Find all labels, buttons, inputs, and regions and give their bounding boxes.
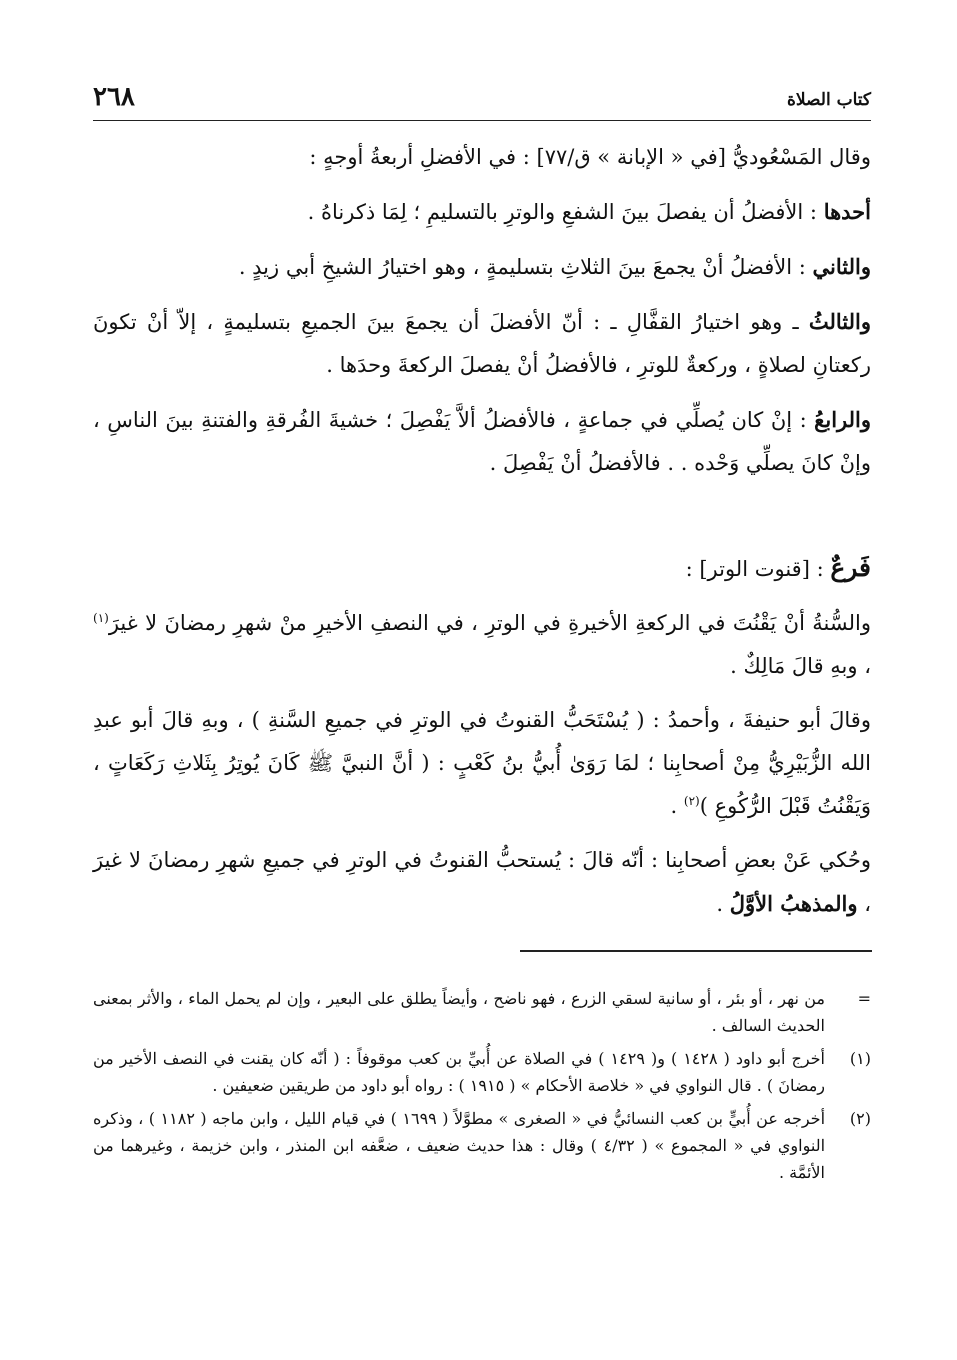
paragraph-lead: والثالثُ bbox=[808, 309, 871, 334]
paragraph-lead: والثاني bbox=[812, 254, 871, 279]
paragraph-text: وقال المَسْعُوديُّ [في « الإبانة » ق/٧٧] : في الأفضلِ أربعةُ أوجهٍ : bbox=[309, 145, 871, 169]
paragraph bbox=[93, 699, 871, 828]
main-text bbox=[93, 136, 871, 937]
branch-title: : [قنوت الوتر] : bbox=[685, 557, 831, 581]
page-header bbox=[93, 80, 871, 121]
paragraph-text: : الأفضلُ أن يفصلَ بينَ الشفعِ والوترِ بالتسليمِ ؛ لِمَا ذكرناهُ . bbox=[307, 200, 824, 224]
footnotes bbox=[93, 985, 871, 1192]
paragraph bbox=[93, 839, 871, 926]
paragraph-text: ، وبهِ قالَ مَالِكٌ . bbox=[730, 654, 871, 678]
running-title: كتاب الصلاة bbox=[786, 90, 871, 110]
paragraph-lead: والرابعُ bbox=[814, 407, 871, 432]
paragraph-text: . bbox=[670, 794, 684, 818]
footnote-ref[interactable]: (٢) bbox=[683, 794, 700, 808]
paragraph-text: وحُكي عَنْ بعضِ أصحابِنا : أنّه قالَ : يُستحبُّ القنوتُ في الوترِ في جميعِ شهرِ رمضانَ لا غيرَ ، bbox=[93, 848, 871, 916]
paragraph-text: وقالَ أبو حنيفةَ ، وأحمدُ : ( يُسْتَحَبُّ القنوتُ في الوترِ في جميعِ السَّنةِ ) ، وبهِ قالَ أبو عبدِ الله الزُّبَيْرِيُّ مِنْ أصحابِنا ؛ لمَا رَوَىٰ أُبيُّ بنُ كَعْبٍ : ( أنَّ النبيَّ ﷺ كَانَ يُوتِرُ بِثَلاثِ رَكَعَاتٍ ، وَيَقْنُتُ قَبْلَ الرُّكُوعِ ) bbox=[93, 708, 871, 818]
paragraph-text: والسُّنةُ أنْ يَقْنُتَ في الركعةِ الأخيرةِ في الوترِ ، في النصفِ الأخيرِ منْ شهرِ رمضانَ لا غيرَ bbox=[108, 611, 871, 635]
footnote-mark: (٢) bbox=[849, 1109, 871, 1128]
branch-label: فَرعٌ bbox=[830, 553, 871, 582]
footnote-text: أخرج أبو داود ( ١٤٢٨ ) و( ١٤٢٩ ) في الصلاة عن أُبيِّ بن كعب موقوفاً : ( أنّه كان يقنت في النصف الأخير من رمضانَ ) . قال النواوي في « خلاصة الأحكام » ( ١٩١٥ ) : رواه أبو داود من طريقين ضعيفين . bbox=[93, 1049, 825, 1095]
footnote bbox=[93, 985, 871, 1039]
page-number: ٢٦٨ bbox=[93, 82, 135, 112]
paragraph-text: : الأفضلُ أنْ يجمعَ بينَ الثلاثِ بتسليمةٍ ، وهو اختيارُ الشيخِ أبي زيدٍ . bbox=[238, 255, 813, 279]
paragraph-text: : إنْ كان يُصلِّي في جماعةٍ ، فالأفضلُ ألاَّ يَفْصِلَ ؛ خشيةَ الفُرقةِ والفتنةِ بينَ الناسِ ، وإنْ كانَ يصلِّي وَحْده . . فالأفضلُ أنْ يَفْصِلَ . bbox=[93, 408, 871, 475]
paragraph bbox=[93, 190, 871, 234]
paragraph-text: . bbox=[716, 892, 730, 916]
footnote bbox=[93, 1045, 871, 1099]
paragraph bbox=[93, 300, 871, 387]
footnote-text: من نهر ، أو بئر ، أو سانية لسقي الزرع ، فهو ناضح ، وأيضاً يطلق على البعير ، وإن لم يحمل الماء ، والأثر بمعنى الحديث السالف . bbox=[93, 989, 826, 1035]
footnote-mark: = bbox=[857, 989, 871, 1008]
paragraph-emphasis: والمذهبُ الأوَّلُ bbox=[729, 891, 858, 916]
section-heading bbox=[93, 546, 871, 591]
footnote bbox=[93, 1105, 871, 1186]
footnote-ref[interactable]: (١) bbox=[93, 611, 109, 625]
footnote-mark: (١) bbox=[849, 1049, 871, 1068]
paragraph-lead: أحدها bbox=[823, 199, 871, 224]
footnote-text: أخرجه عن أُبيٍّ بن كعب النسائيُّ في « الصغرى » مطوَّلاً ( ١٦٩٩ ) في قيام الليل ، وابن ماجه ( ١١٨٢ ) ، وذكره النواوي في « المجموع » ( ٤/٣٢ ) وقال : هذا حديث ضعيف ، ضعَّفه ابن المنذر ، وابن خزيمة ، وغيرهما من الأئمَّة . bbox=[93, 1109, 826, 1182]
paragraph bbox=[93, 398, 871, 485]
paragraph bbox=[93, 136, 871, 179]
section-gap bbox=[93, 496, 871, 546]
paragraph bbox=[93, 245, 871, 289]
footnote-separator bbox=[520, 950, 872, 952]
paragraph bbox=[93, 602, 871, 688]
paragraph-text: ـ وهو اختيارُ القفَّالِ ـ : أنّ الأفضلَ أن يجمعَ بينَ الجميعِ بتسليمةٍ ، إلاّ أنْ تكونَ ركعتانِ لصلاةٍ ، وركعةٌ للوترِ ، فالأفضلُ أنْ يفصلَ الركعةَ وحدَها . bbox=[93, 310, 871, 377]
